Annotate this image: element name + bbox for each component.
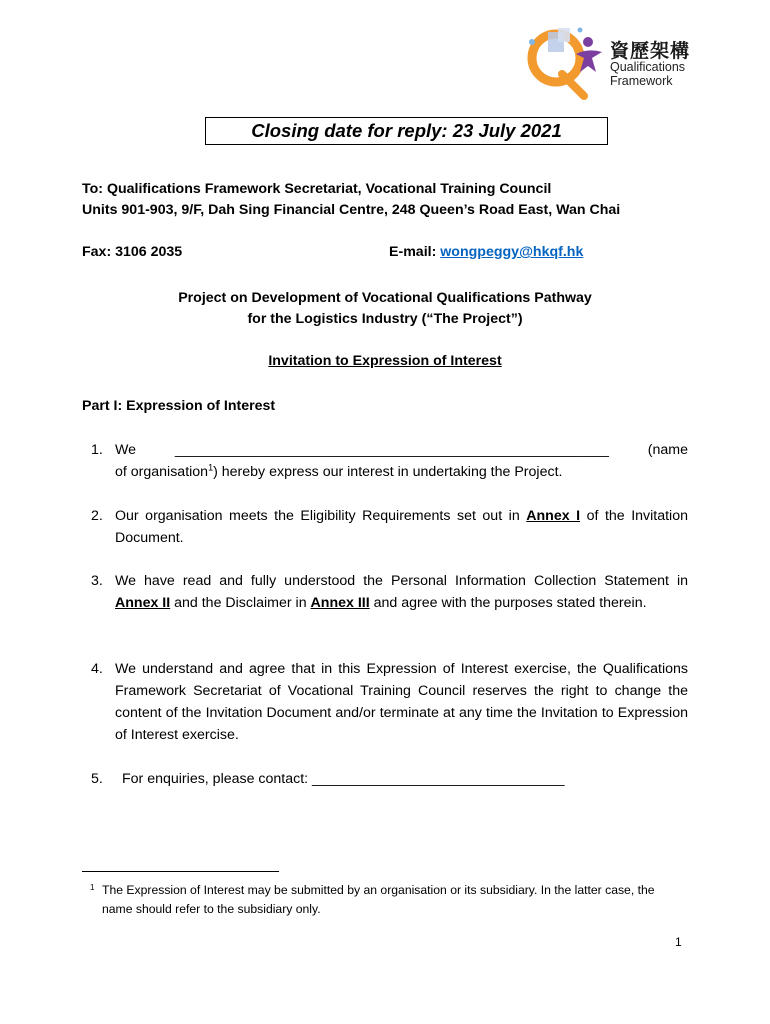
invitation-title: Invitation to Expression of Interest <box>268 353 502 369</box>
footnote-ref: 1 <box>208 462 214 473</box>
footnote-divider <box>82 871 279 872</box>
item2-text-pre: Our organisation meets the Eligibility Requirements set out in <box>115 508 527 524</box>
item-number: 2. <box>91 508 103 524</box>
item-number: 1. <box>91 442 103 458</box>
qf-logo-icon <box>518 22 610 102</box>
item1-line2-pre: of organisation <box>115 464 209 480</box>
footnote-number: 1 <box>90 883 95 892</box>
addressee-block <box>82 179 620 221</box>
item-body: We understand and agree that in this Expression of Interest exercise, the Qualifications Framework Secretariat of Vocational Training Council reserves the right to change the content of the Invitation Document and/or terminate at any time the Invitation to Expression of Interest exercise. <box>115 661 688 743</box>
email-link[interactable]: wongpeggy@hkqf.hk <box>440 244 584 260</box>
list-item-1 <box>82 439 688 483</box>
closing-date-text: Closing date for reply: 23 July 2021 <box>251 120 562 141</box>
project-title <box>82 288 688 330</box>
logo-english-line1: Qualifications <box>610 60 686 74</box>
project-title-line2: for the Logistics Industry (“The Project”) <box>247 311 523 327</box>
list-item-5 <box>82 768 688 790</box>
organisation-name-blank[interactable]: _______________________________________________________ <box>174 442 609 458</box>
qf-logo <box>518 22 718 102</box>
item3-text-pre: We have read and fully understood the Personal Information Collection Statement in <box>115 573 688 589</box>
addressee-line2: Units 901-903, 9/F, Dah Sing Financial Centre, 248 Queen’s Road East, Wan Chai <box>82 202 621 218</box>
closing-date-box <box>205 117 608 145</box>
email-label: E-mail: <box>389 244 441 260</box>
logo-english-text <box>610 60 685 88</box>
item1-name-label: (name <box>647 442 688 458</box>
item5-enquiries[interactable]: For enquiries, please contact: ________________________________ <box>122 771 565 787</box>
item1-line1 <box>115 439 688 461</box>
item-body <box>115 570 688 614</box>
list-item-3 <box>82 570 688 614</box>
item2-text-post: of the Invitation Document. <box>115 508 688 546</box>
item-body <box>115 439 688 483</box>
page-number: 1 <box>675 935 682 949</box>
item-number: 3. <box>91 573 103 589</box>
item1-line2-post: ) hereby express our interest in undertaking the Project. <box>213 464 563 480</box>
item1-we: We <box>115 442 137 458</box>
logo-chinese-text: 資歷架構 <box>610 41 691 62</box>
item3-text-post: and agree with the purposes stated therein. <box>369 595 647 611</box>
project-title-line1: Project on Development of Vocational Qualifications Pathway <box>178 290 592 306</box>
addressee-line1: To: Qualifications Framework Secretariat, Vocational Training Council <box>82 181 552 197</box>
annex-ii-reference: Annex II <box>115 595 171 611</box>
item-body <box>115 505 688 549</box>
footnote-text: The Expression of Interest may be submitted by an organisation or its subsidiary. In the latter case, the name should refer to the subsidiary only. <box>102 883 655 916</box>
annex-i-reference: Annex I <box>526 508 581 524</box>
list-item-4 <box>82 658 688 746</box>
fax-number: Fax: 3106 2035 <box>82 244 183 260</box>
part-title: Part I: Expression of Interest <box>82 398 276 414</box>
footnote <box>82 881 688 919</box>
annex-iii-reference: Annex III <box>310 595 370 611</box>
item-number: 4. <box>91 661 103 677</box>
item1-line2 <box>115 461 688 483</box>
item3-text-mid: and the Disclaimer in <box>170 595 311 611</box>
list-item-2 <box>82 505 688 549</box>
logo-english-line2: Framework <box>610 74 673 88</box>
email-line <box>389 244 583 260</box>
item-number: 5. <box>91 771 103 787</box>
